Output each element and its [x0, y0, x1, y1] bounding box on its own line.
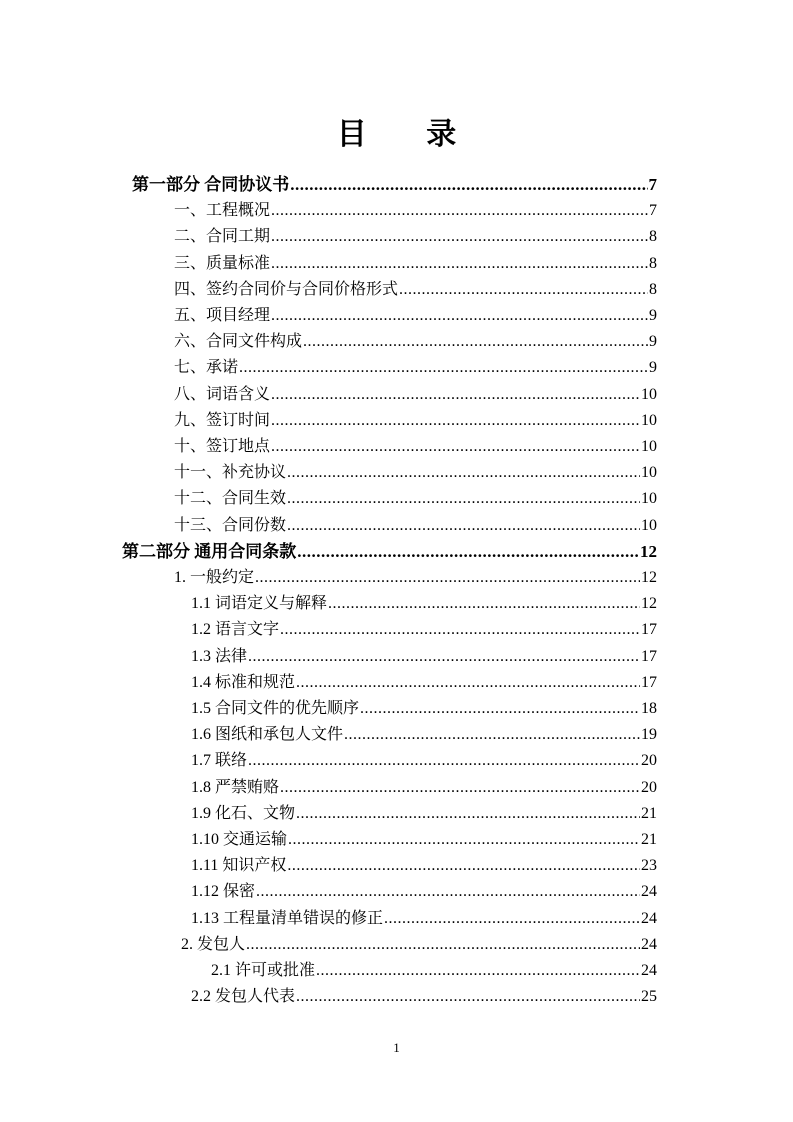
- toc-title: 目 录: [336, 118, 483, 151]
- toc-entry-page: 8: [649, 228, 657, 246]
- toc-entry-page: 17: [641, 647, 657, 665]
- toc-entry[interactable]: [174, 198, 657, 224]
- toc-leader-dots: [271, 198, 648, 224]
- toc-leader-dots: [296, 801, 640, 827]
- toc-entry-page: 20: [641, 778, 657, 796]
- toc-leader-dots: [280, 775, 640, 801]
- toc-entry-label: 1.12 保密: [191, 883, 256, 901]
- toc-leader-dots: [271, 408, 640, 434]
- toc-entry-page: 19: [641, 726, 657, 744]
- toc-entry-page: 10: [641, 411, 657, 429]
- toc-leader-dots: [248, 644, 640, 670]
- toc-entry[interactable]: [191, 879, 657, 905]
- toc-entry-label: 2. 发包人: [181, 935, 246, 953]
- toc-entry[interactable]: [191, 827, 657, 853]
- toc-entry[interactable]: [191, 696, 657, 722]
- page-number: 1: [393, 1040, 400, 1055]
- toc-entry-page: 24: [641, 962, 657, 979]
- toc-entry-label: 1.13 工程量清单错误的修正: [191, 909, 384, 927]
- toc-entry-label: 2.2 发包人代表: [191, 988, 296, 1006]
- toc-entry-label: 2.1 许可或批准: [211, 962, 316, 979]
- toc-leader-dots: [344, 722, 640, 748]
- toc-entry-page: 7: [648, 175, 657, 194]
- toc-entry[interactable]: [191, 617, 657, 643]
- toc-leader-dots: [360, 696, 640, 722]
- toc-leader-dots: [271, 382, 640, 408]
- toc-leader-dots: [290, 172, 647, 198]
- toc-entry[interactable]: [174, 224, 657, 250]
- toc-entry-label: 十三、合同份数: [174, 516, 287, 534]
- toc-entry-label: 1.3 法律: [191, 647, 248, 665]
- toc-entry-page: 21: [641, 831, 657, 848]
- toc-leader-dots: [256, 879, 640, 905]
- toc-entry-label: 1.11 知识产权: [191, 857, 287, 875]
- toc-leader-dots: [303, 329, 648, 355]
- toc-entry-label: 1. 一般约定: [174, 569, 255, 586]
- toc-entry-page: 10: [641, 438, 657, 455]
- toc-entry-label: 十、签订地点: [174, 438, 271, 455]
- toc-leader-dots: [271, 303, 648, 329]
- toc-entry[interactable]: [191, 591, 657, 617]
- toc-entry-page: 8: [649, 280, 657, 298]
- toc-leader-dots: [248, 748, 640, 774]
- toc-entry-page: 24: [641, 909, 657, 927]
- toc-entry-page: 10: [641, 464, 657, 482]
- toc-leader-dots: [287, 513, 640, 539]
- toc-entry-page: 9: [649, 359, 657, 377]
- toc-leader-dots: [271, 251, 648, 277]
- toc-entry-page: 12: [641, 569, 657, 586]
- toc-entry-page: 9: [649, 307, 657, 324]
- toc-entry[interactable]: [191, 801, 657, 827]
- toc-entry-page: 17: [641, 673, 657, 691]
- toc-entry-page: 10: [641, 516, 657, 534]
- toc-entry-page: 10: [641, 490, 657, 508]
- toc-entry[interactable]: [191, 853, 657, 879]
- toc-entry-label: 十一、补充协议: [174, 464, 287, 482]
- toc-entry-page: 12: [640, 541, 657, 561]
- toc-leader-dots: [239, 355, 648, 381]
- toc-entry[interactable]: [174, 251, 657, 277]
- toc-entry-page: 8: [649, 254, 657, 272]
- toc-part-entry[interactable]: [132, 172, 657, 198]
- toc-leader-dots: [288, 827, 640, 853]
- toc-entry-label: 三、质量标准: [174, 254, 271, 272]
- toc-entry[interactable]: [174, 277, 657, 303]
- toc-entry-page: 17: [641, 621, 657, 639]
- toc-entry-label: 1.5 合同文件的优先顺序: [191, 700, 360, 717]
- toc-entry-label: 1.8 严禁贿赂: [191, 778, 280, 796]
- toc-entry-label: 九、签订时间: [174, 411, 271, 429]
- toc-entry[interactable]: [191, 644, 657, 670]
- toc-entry[interactable]: [191, 775, 657, 801]
- toc-entry-page: 18: [641, 700, 657, 717]
- toc-entry[interactable]: [191, 906, 657, 932]
- toc-entry[interactable]: [191, 670, 657, 696]
- toc-entry[interactable]: [191, 722, 657, 748]
- toc-entry-label: 第二部分 通用合同条款: [122, 541, 297, 561]
- toc-leader-dots: [296, 984, 640, 1010]
- toc-entry-label: 五、项目经理: [174, 307, 271, 324]
- toc-leader-dots: [255, 565, 640, 591]
- toc-entry[interactable]: [174, 513, 657, 539]
- toc-leader-dots: [328, 591, 640, 617]
- toc-entry-label: 二、合同工期: [174, 228, 271, 246]
- toc-entry-page: 23: [641, 857, 657, 875]
- toc-entry[interactable]: [174, 408, 657, 434]
- toc-entry-label: 四、签约合同价与合同价格形式: [174, 280, 399, 298]
- toc-entry[interactable]: [174, 382, 657, 408]
- toc-leader-dots: [271, 224, 648, 250]
- toc-entry[interactable]: [174, 303, 657, 329]
- toc-entry[interactable]: [191, 748, 657, 774]
- toc-leader-dots: [246, 932, 640, 958]
- toc-entry-label: 1.1 词语定义与解释: [191, 595, 328, 613]
- toc-entry-label: 第一部分 合同协议书: [132, 175, 290, 194]
- toc-leader-dots: [399, 277, 648, 303]
- toc-entry-label: 一、工程概况: [174, 202, 271, 220]
- toc-entry-label: 1.10 交通运输: [191, 831, 288, 848]
- toc-entry-label: 十二、合同生效: [174, 490, 287, 508]
- toc-entry[interactable]: [191, 984, 657, 1010]
- toc-leader-dots: [297, 539, 639, 565]
- toc-entry[interactable]: [174, 434, 657, 460]
- toc-entry-page: 9: [649, 333, 657, 351]
- toc-entry-page: 12: [641, 595, 657, 613]
- toc-leader-dots: [287, 853, 640, 879]
- toc-leader-dots: [280, 617, 640, 643]
- toc-leader-dots: [316, 958, 640, 984]
- toc-entry[interactable]: [174, 460, 657, 486]
- toc-entry-page: 24: [641, 883, 657, 901]
- toc-entry[interactable]: [211, 958, 657, 984]
- toc-leader-dots: [296, 670, 640, 696]
- toc-entry-page: 21: [641, 804, 657, 822]
- toc-leader-dots: [271, 434, 640, 460]
- toc-entry-label: 七、承诺: [174, 359, 239, 377]
- toc-leader-dots: [287, 486, 640, 512]
- toc-entry-label: 1.2 语言文字: [191, 621, 280, 639]
- toc-entry[interactable]: [174, 355, 657, 381]
- toc-entry-label: 六、合同文件构成: [174, 333, 303, 351]
- toc-entry-page: 24: [641, 935, 657, 953]
- toc-part-entry[interactable]: [122, 539, 657, 565]
- toc-entry[interactable]: [174, 329, 657, 355]
- toc-entry-page: 10: [641, 385, 657, 403]
- toc-entry-page: 25: [641, 988, 657, 1006]
- toc-entry-page: 20: [641, 752, 657, 770]
- toc-entry-label: 八、词语含义: [174, 385, 271, 403]
- toc-entry[interactable]: [181, 932, 657, 958]
- toc-entry-page: 7: [649, 202, 657, 220]
- toc-entry-label: 1.4 标准和规范: [191, 673, 296, 691]
- toc-leader-dots: [287, 460, 640, 486]
- toc-leader-dots: [384, 906, 640, 932]
- toc-entry-label: 1.9 化石、文物: [191, 804, 296, 822]
- toc-entry-label: 1.6 图纸和承包人文件: [191, 726, 344, 744]
- toc-entry[interactable]: [174, 486, 657, 512]
- toc-entry-label: 1.7 联络: [191, 752, 248, 770]
- toc-entry[interactable]: [174, 565, 657, 591]
